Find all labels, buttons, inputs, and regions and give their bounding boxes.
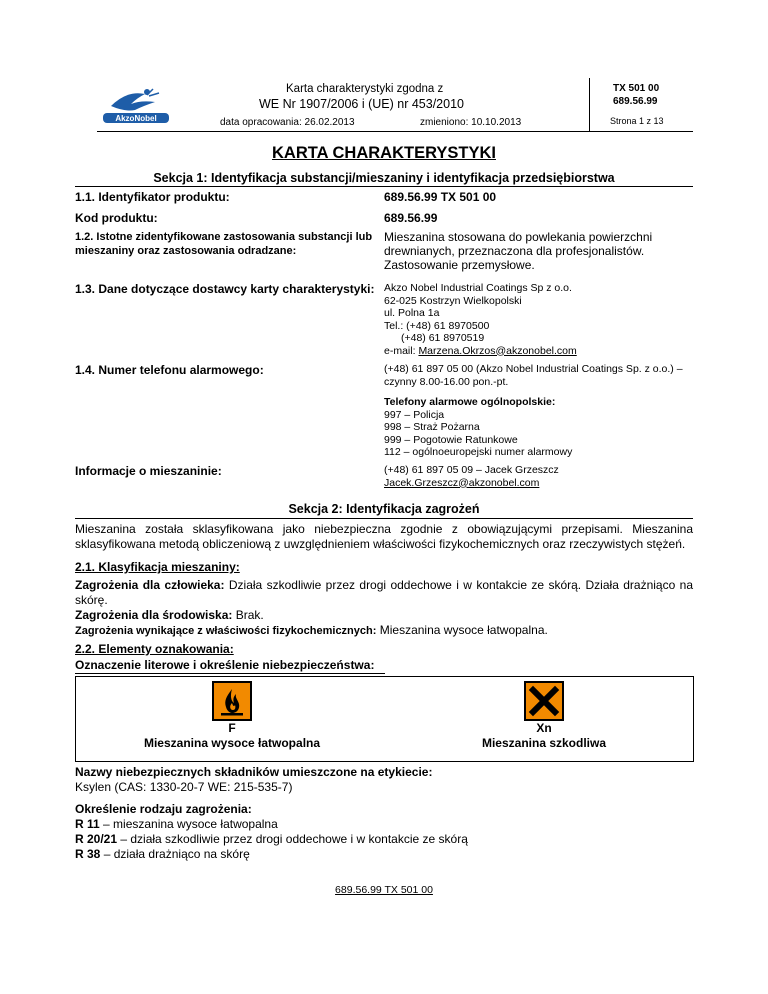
pictogram-xn-text: Mieszanina szkodliwa	[481, 736, 607, 750]
heading-2-1: 2.1. Klasyfikacja mieszaniny:	[75, 560, 240, 574]
risk-heading: Określenie rodzaju zagrożenia:	[75, 802, 252, 816]
flame-icon	[212, 681, 252, 721]
national-phone: 997 – Policja	[384, 408, 445, 421]
header-divider	[589, 78, 590, 132]
national-phone: 112 – ogólnoeuropejski numer alarmowy	[384, 446, 573, 458]
supplier-email-line	[384, 345, 694, 358]
national-phone: 999 – Pogotowie Ratunkowe	[384, 433, 518, 446]
national-phones-title: Telefony alarmowe ogólnopolskie:	[384, 396, 556, 408]
emergency-phone-label: 1.4. Numer telefonu alarmowego:	[75, 363, 264, 377]
supplier-email-link[interactable]: Marzena.Okrzos@akzonobel.com	[418, 344, 577, 357]
supplier-line: Tel.: (+48) 61 8970500	[384, 319, 490, 332]
harmful-cross-icon	[524, 681, 564, 721]
section2-intro: Mieszanina została sklasyfikowana jako niebezpieczna zgodnie z obowiązującymi przepisami. Mieszanina sklasyfikowana metodą obliczeniową z uwzględnieniem właściwości fizykochemicznych oraz rzeczywistych stężeń.	[75, 522, 693, 551]
supplier-value	[384, 282, 694, 357]
mixture-info-contact: (+48) 61 897 05 09 – Jacek Grzeszcz	[384, 464, 559, 476]
phys-hazards-text: Mieszanina wysoce łatwopalna.	[376, 623, 548, 637]
uses-value: Mieszanina stosowana do powlekania powierzchni drewnianych, przeznaczona dla profesjonalistów. Zastosowanie przemysłowe.	[384, 230, 653, 272]
header-title-line1: Karta charakterystyki zgodna z	[286, 83, 444, 95]
logo-text: AkzoNobel	[115, 114, 157, 123]
pictogram-xn-caption	[434, 721, 654, 751]
header-code1: TX 501 00	[613, 83, 660, 94]
product-code-label: Kod produktu:	[75, 211, 158, 225]
pictogram-f-text: Mieszanina wysoce łatwopalna	[143, 736, 321, 750]
header-rule	[97, 131, 693, 132]
risk-phrase	[75, 817, 693, 832]
risk-code: R 38	[75, 847, 101, 861]
symbol-heading-rule	[75, 673, 385, 674]
risk-text: – mieszanina wysoce łatwopalna	[99, 817, 278, 831]
pictogram-box	[75, 676, 694, 762]
env-hazards-label: Zagrożenia dla środowiska:	[75, 608, 233, 622]
supplier-line: 62-025 Kostrzyn Wielkopolski	[384, 294, 522, 307]
akzonobel-logo	[97, 86, 175, 126]
pictogram-f-code: F	[228, 721, 236, 735]
risk-code: R 11	[75, 817, 100, 831]
national-phone: 998 – Straż Pożarna	[384, 421, 480, 433]
phys-hazards-label: Zagrożenia wynikające z właściwości fizykochemicznych:	[75, 625, 377, 637]
section2-rule	[75, 518, 693, 519]
header-page: Strona 1 z 13	[610, 116, 664, 126]
components-text: Ksylen (CAS: 1330-20-7 WE: 215-535-7)	[75, 780, 293, 794]
human-hazards-label: Zagrożenia dla człowieka:	[75, 578, 225, 592]
mixture-info-label: Informacje o mieszaninie:	[75, 464, 222, 478]
product-code-value: 689.56.99	[384, 211, 438, 225]
env-hazards	[75, 608, 693, 623]
risk-text: – działa drażniąco na skórę	[100, 847, 250, 861]
header-date-changed: zmieniono: 10.10.2013	[420, 117, 522, 128]
section1-rule	[75, 186, 693, 187]
pictogram-xn-code: Xn	[536, 721, 552, 735]
mixture-info-value	[384, 464, 694, 489]
uses-label: 1.2. Istotne zidentyfikowane zastosowania substancji lub mieszaniny oraz zastosowania odradzane:	[75, 231, 373, 257]
env-hazards-text: Brak.	[232, 608, 264, 622]
components-heading: Nazwy niebezpiecznych składników umieszczone na etykiecie:	[75, 765, 433, 779]
email-prefix: e-mail:	[384, 344, 419, 357]
human-hazards-text: Działa szkodliwie przez drogi oddechowe i w kontakcie ze skórą. Działa drażniąco na skórę.	[75, 578, 694, 607]
supplier-label: 1.3. Dane dotyczące dostawcy karty charakterystyki:	[75, 282, 375, 296]
symbol-heading: Oznaczenie literowe i określenie niebezpieczeństwa:	[75, 658, 375, 672]
risk-phrase	[75, 847, 693, 862]
risk-code: R 20/21	[75, 832, 118, 846]
mixture-info-email-link[interactable]: Jacek.Grzeszcz@akzonobel.com	[384, 476, 540, 489]
phys-hazards	[75, 623, 693, 639]
header-date-prepared: data opracowania: 26.02.2013	[220, 117, 355, 128]
risk-phrase	[75, 832, 693, 847]
supplier-line: Akzo Nobel Industrial Coatings Sp z o.o.	[384, 282, 572, 294]
header-code2: 689.56.99	[613, 96, 658, 107]
product-identifier-label: 1.1. Identyfikator produktu:	[75, 190, 230, 204]
supplier-line: ul. Polna 1a	[384, 307, 440, 319]
heading-2-2: 2.2. Elementy oznakowania:	[75, 642, 234, 656]
risk-text: – działa szkodliwie przez drogi oddechowe i w kontakcie ze skórą	[117, 832, 468, 846]
supplier-line: (+48) 61 8970519	[401, 332, 485, 344]
section1-heading: Sekcja 1: Identyfikacja substancji/mieszaniny i identyfikacja przedsiębiorstwa	[153, 171, 615, 185]
pictogram-f-caption	[122, 721, 342, 751]
document-title: KARTA CHARAKTERYSTYKI	[272, 144, 496, 162]
product-identifier-value: 689.56.99 TX 501 00	[384, 190, 497, 204]
emergency-phone-text: (+48) 61 897 05 00 (Akzo Nobel Industrial Coatings Sp. z o.o.) – czynny 8.00-16.00 pon.-pt.	[384, 363, 683, 388]
emergency-phone-value	[384, 363, 694, 459]
header-title-line2: WE Nr 1907/2006 i (UE) nr 453/2010	[259, 97, 464, 111]
section2-heading: Sekcja 2: Identyfikacja zagrożeń	[288, 502, 480, 516]
footer-code: 689.56.99 TX 501 00	[335, 884, 433, 896]
human-hazards	[75, 578, 693, 608]
